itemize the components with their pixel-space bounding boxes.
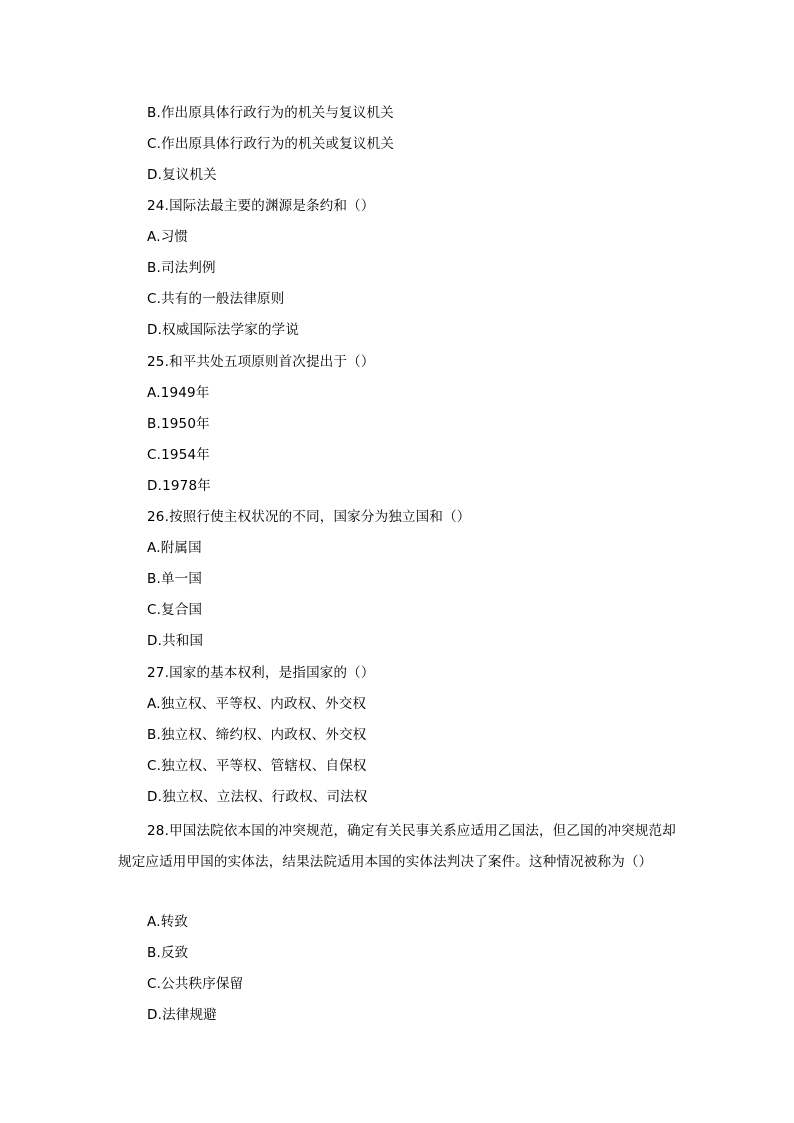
q24-option-c: C.共有的一般法律原则	[147, 291, 285, 307]
q26-option-d: D.共和国	[147, 633, 204, 649]
q24-option-a: A.习惯	[147, 229, 189, 245]
q23-option-b: B.作出原具体行政行为的机关与复议机关	[147, 105, 394, 121]
q26-option-b: B.单一国	[147, 571, 203, 587]
q28-option-d: D.法律规避	[147, 1007, 217, 1023]
q27-option-d: D.独立权、立法权、行政权、司法权	[147, 789, 368, 805]
q28-option-c: C.公共秩序保留	[147, 976, 244, 992]
q26-option-c: C.复合国	[147, 602, 203, 618]
q27-option-a: A.独立权、平等权、内政权、外交权	[147, 696, 367, 712]
q26-question: 26.按照行使主权状况的不同，国家分为独立国和（）	[147, 509, 471, 525]
q28-option-a: A.转致	[147, 914, 189, 930]
q23-option-c: C.作出原具体行政行为的机关或复议机关	[147, 136, 395, 152]
q25-option-d: D.1978年	[147, 478, 211, 494]
q24-question: 24.国际法最主要的渊源是条约和（）	[147, 198, 375, 214]
q28-question: 28.甲国法院依本国的冲突规范，确定有关民事关系应适用乙国法，但乙国的冲突规范却规定应适用甲国的实体法，结果法院适用本国的实体法判决了案件。这种情况被称为（）	[118, 823, 676, 870]
q27-option-b: B.独立权、缔约权、内政权、外交权	[147, 727, 367, 743]
q27-question: 27.国家的基本权利，是指国家的（）	[147, 665, 375, 681]
q25-option-c: C.1954年	[147, 447, 210, 463]
q23-option-d: D.复议机关	[147, 167, 217, 183]
q24-option-b: B.司法判例	[147, 260, 216, 276]
q27-option-c: C.独立权、平等权、管辖权、自保权	[147, 758, 367, 774]
q26-option-a: A.附属国	[147, 540, 202, 556]
q25-question: 25.和平共处五项原则首次提出于（）	[147, 354, 375, 370]
q28-option-b: B.反致	[147, 945, 189, 961]
q24-option-d: D.权威国际法学家的学说	[147, 322, 300, 338]
q25-option-a: A.1949年	[147, 385, 210, 401]
q25-option-b: B.1950年	[147, 416, 210, 432]
